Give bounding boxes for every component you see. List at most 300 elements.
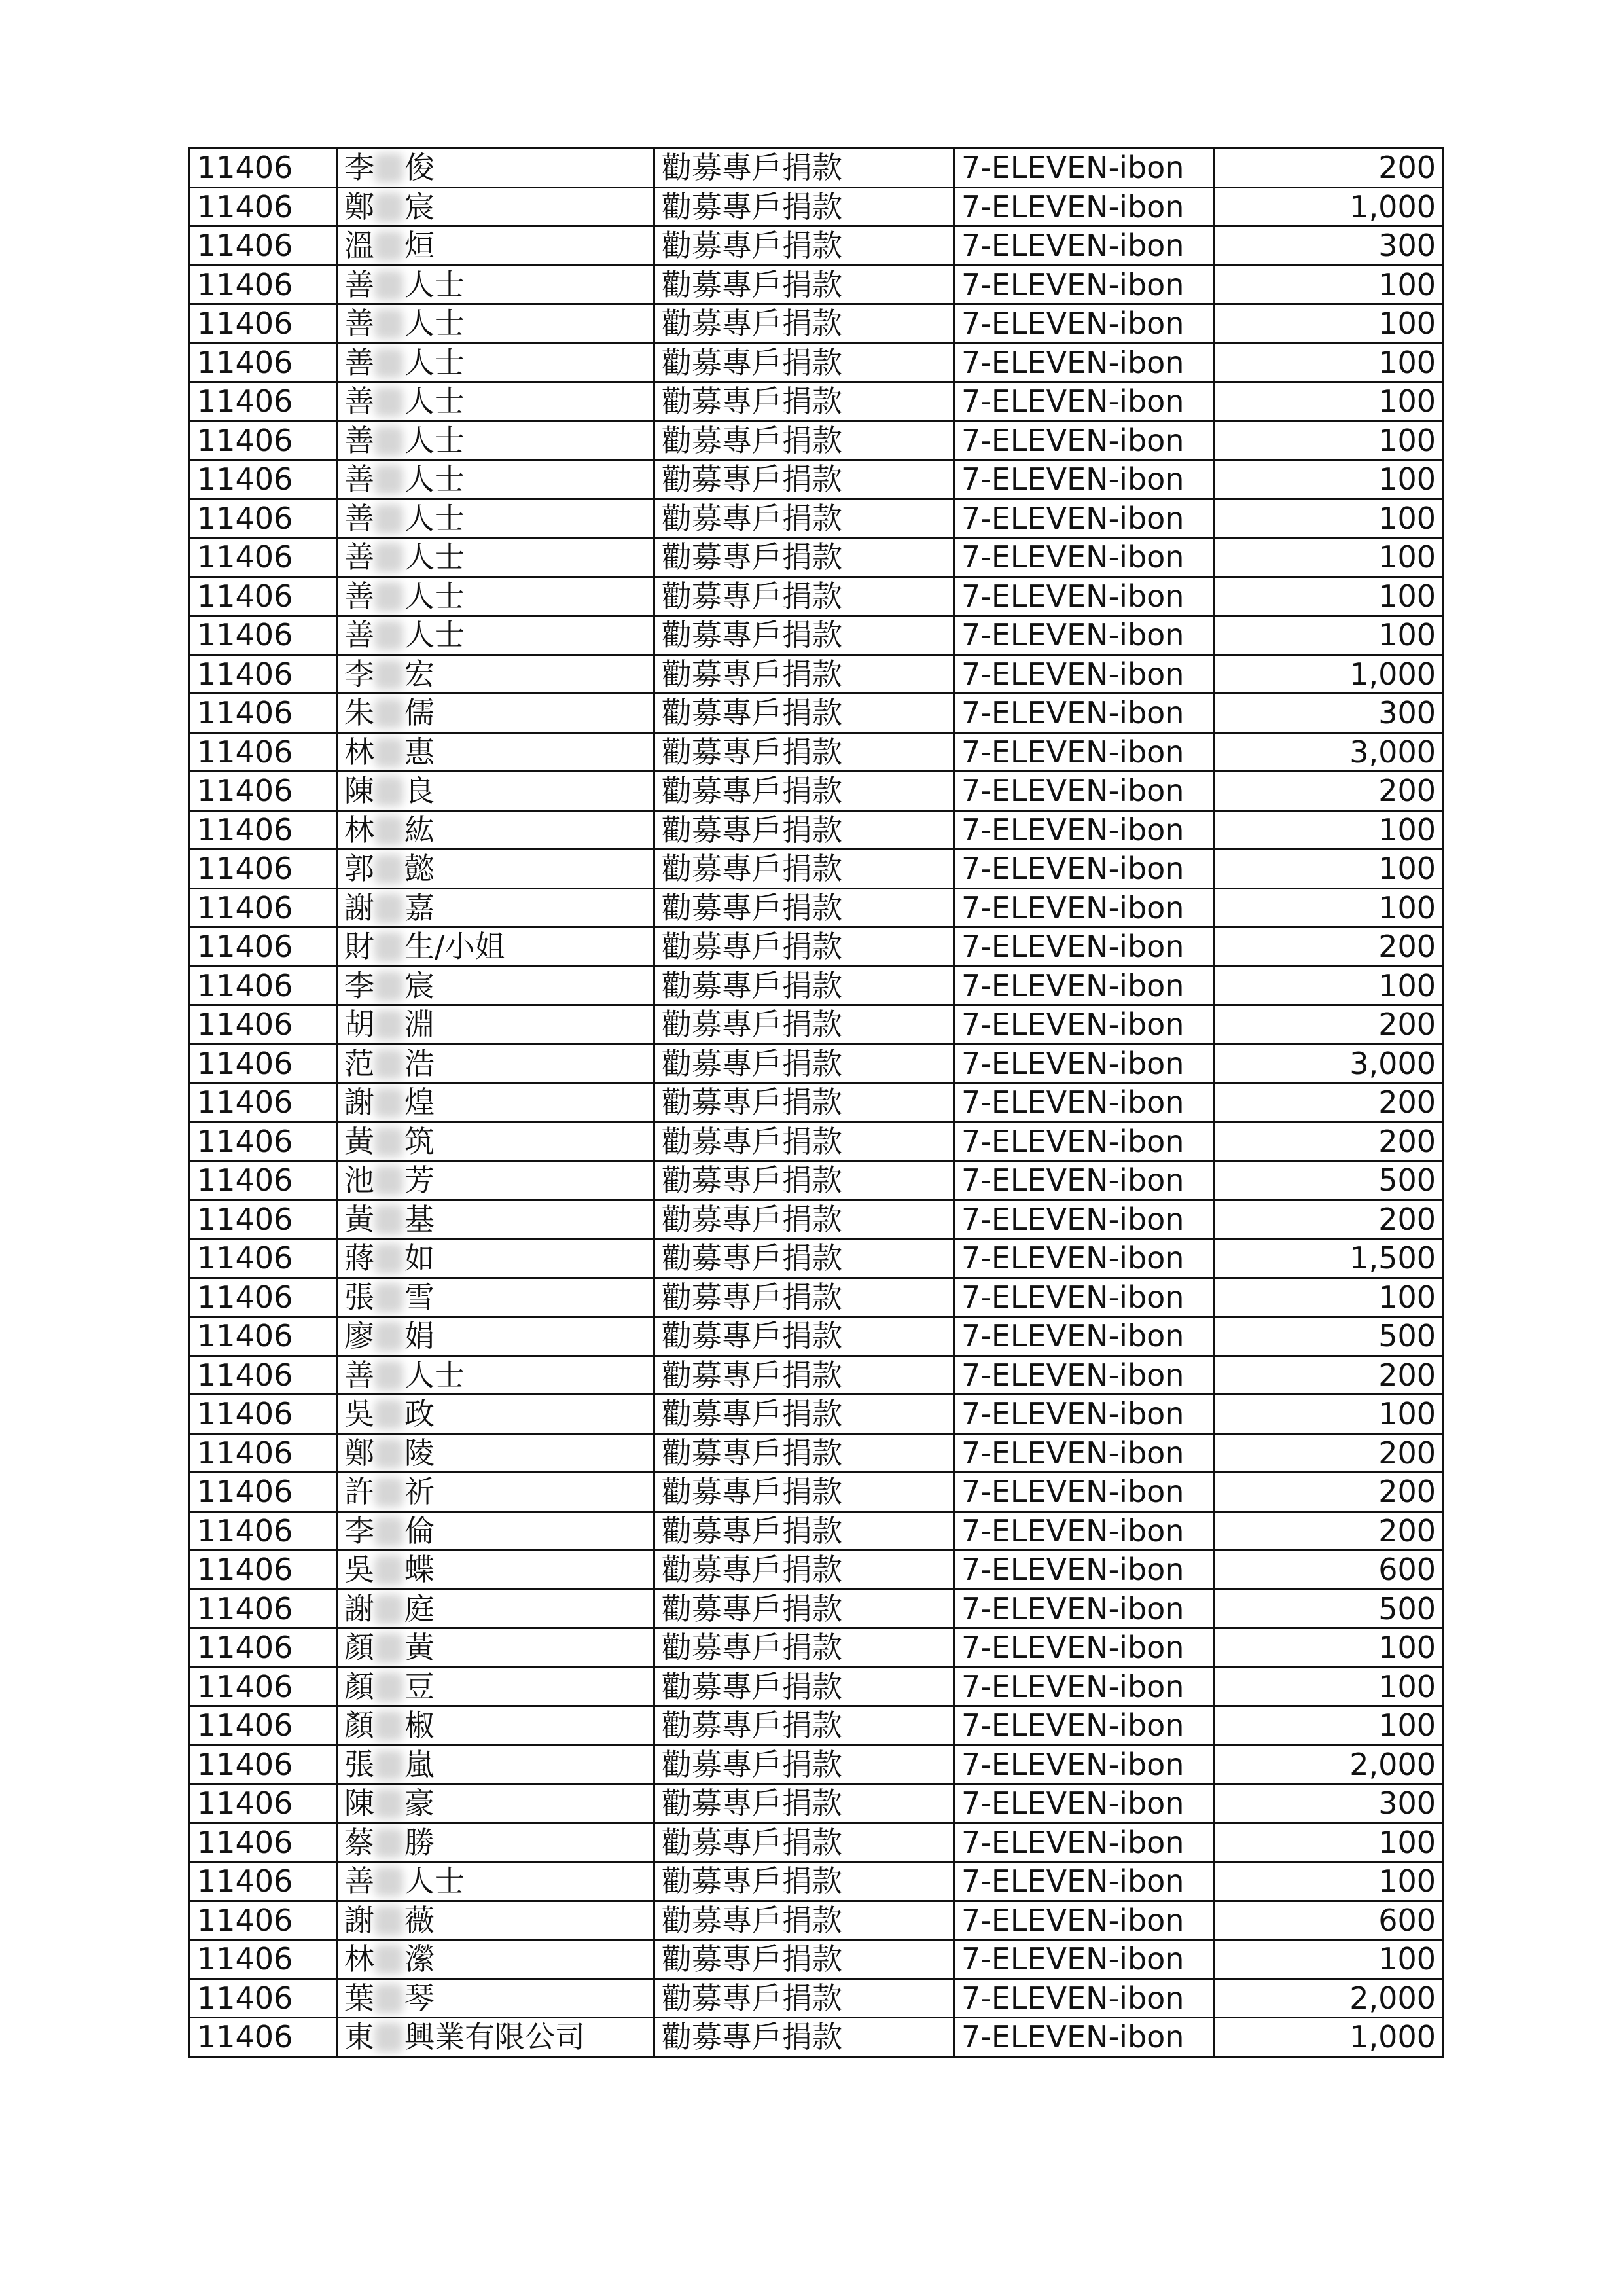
item-cell: 勸募專戶捐款 (654, 655, 954, 694)
channel-cell: 7-ELEVEN-ibon (954, 382, 1214, 422)
item-cell: 勸募專戶捐款 (654, 460, 954, 499)
donor-cell (337, 1395, 654, 1434)
period-cell: 11406 (190, 1628, 337, 1668)
amount-cell: 100 (1214, 460, 1444, 499)
table-row (190, 694, 1444, 733)
amount-cell: 100 (1214, 888, 1444, 927)
donor-cell (337, 1784, 654, 1823)
period-cell: 11406 (190, 1433, 337, 1473)
donor-name: 李 宸 (344, 967, 435, 1003)
period-cell: 11406 (190, 810, 337, 850)
period-cell: 11406 (190, 927, 337, 967)
period-cell: 11406 (190, 1200, 337, 1239)
item-cell: 勸募專戶捐款 (654, 1862, 954, 1901)
donor-name: 善 人士 (344, 578, 465, 614)
amount-cell: 100 (1214, 966, 1444, 1005)
period-cell: 11406 (190, 888, 337, 927)
donor-name: 謝 庭 (344, 1590, 435, 1626)
table-row (190, 382, 1444, 422)
table-row (190, 810, 1444, 850)
donor-name: 鄭 宸 (344, 188, 435, 224)
period-cell: 11406 (190, 1745, 337, 1784)
donor-cell (337, 1706, 654, 1746)
table-row (190, 772, 1444, 811)
item-cell: 勸募專戶捐款 (654, 1044, 954, 1083)
channel-cell: 7-ELEVEN-ibon (954, 1355, 1214, 1395)
donor-name: 善 人士 (344, 266, 465, 302)
donor-cell (337, 1745, 654, 1784)
item-cell: 勸募專戶捐款 (654, 1200, 954, 1239)
donor-cell (337, 1278, 654, 1317)
table-row (190, 1161, 1444, 1200)
donor-cell (337, 732, 654, 772)
donor-cell (337, 1473, 654, 1512)
donor-cell (337, 460, 654, 499)
amount-cell: 100 (1214, 499, 1444, 538)
item-cell: 勸募專戶捐款 (654, 1589, 954, 1628)
item-cell: 勸募專戶捐款 (654, 343, 954, 382)
item-cell: 勸募專戶捐款 (654, 1395, 954, 1434)
channel-cell: 7-ELEVEN-ibon (954, 1940, 1214, 1979)
donor-name: 東 興業有限公司 (344, 2019, 585, 2055)
period-cell: 11406 (190, 265, 337, 304)
table-row (190, 1667, 1444, 1706)
period-cell: 11406 (190, 1901, 337, 1940)
amount-cell: 3,000 (1214, 732, 1444, 772)
period-cell: 11406 (190, 1122, 337, 1161)
donor-cell (337, 850, 654, 889)
item-cell: 勸募專戶捐款 (654, 1473, 954, 1512)
period-cell: 11406 (190, 304, 337, 344)
donor-cell (337, 655, 654, 694)
table-row (190, 1005, 1444, 1045)
donor-cell (337, 304, 654, 344)
donor-cell (337, 810, 654, 850)
channel-cell: 7-ELEVEN-ibon (954, 694, 1214, 733)
amount-cell: 100 (1214, 304, 1444, 344)
table-row (190, 1823, 1444, 1862)
donor-cell (337, 1083, 654, 1122)
donor-name: 善 人士 (344, 384, 465, 420)
table-row (190, 927, 1444, 967)
channel-cell: 7-ELEVEN-ibon (954, 1200, 1214, 1239)
donor-cell (337, 1044, 654, 1083)
channel-cell: 7-ELEVEN-ibon (954, 1122, 1214, 1161)
donor-name: 謝 煌 (344, 1085, 435, 1121)
item-cell: 勸募專戶捐款 (654, 1317, 954, 1356)
amount-cell: 100 (1214, 1667, 1444, 1706)
table-row (190, 1706, 1444, 1746)
table-row (190, 1355, 1444, 1395)
amount-cell: 200 (1214, 1005, 1444, 1045)
table-row (190, 1589, 1444, 1628)
donor-name: 謝 薇 (344, 1902, 435, 1938)
channel-cell: 7-ELEVEN-ibon (954, 149, 1214, 188)
period-cell: 11406 (190, 1278, 337, 1317)
channel-cell: 7-ELEVEN-ibon (954, 2018, 1214, 2057)
period-cell: 11406 (190, 577, 337, 616)
channel-cell: 7-ELEVEN-ibon (954, 1628, 1214, 1668)
amount-cell: 100 (1214, 616, 1444, 655)
amount-cell: 2,000 (1214, 1979, 1444, 2018)
period-cell: 11406 (190, 226, 337, 266)
item-cell: 勸募專戶捐款 (654, 382, 954, 422)
donor-cell (337, 1901, 654, 1940)
period-cell: 11406 (190, 732, 337, 772)
period-cell: 11406 (190, 421, 337, 460)
donor-cell (337, 1628, 654, 1668)
period-cell: 11406 (190, 966, 337, 1005)
channel-cell: 7-ELEVEN-ibon (954, 1395, 1214, 1434)
donor-cell (337, 888, 654, 927)
item-cell: 勸募專戶捐款 (654, 966, 954, 1005)
channel-cell: 7-ELEVEN-ibon (954, 1862, 1214, 1901)
donor-name: 池 芳 (344, 1162, 435, 1198)
donor-cell (337, 1122, 654, 1161)
amount-cell: 1,000 (1214, 2018, 1444, 2057)
item-cell: 勸募專戶捐款 (654, 888, 954, 927)
channel-cell: 7-ELEVEN-ibon (954, 460, 1214, 499)
item-cell: 勸募專戶捐款 (654, 1823, 954, 1862)
table-row (190, 1200, 1444, 1239)
donor-name: 善 人士 (344, 461, 465, 497)
table-row (190, 343, 1444, 382)
period-cell: 11406 (190, 772, 337, 811)
table-row (190, 1122, 1444, 1161)
channel-cell: 7-ELEVEN-ibon (954, 538, 1214, 577)
amount-cell: 200 (1214, 1083, 1444, 1122)
amount-cell: 100 (1214, 1628, 1444, 1668)
amount-cell: 500 (1214, 1317, 1444, 1356)
item-cell: 勸募專戶捐款 (654, 850, 954, 889)
amount-cell: 500 (1214, 1589, 1444, 1628)
table-row (190, 460, 1444, 499)
item-cell: 勸募專戶捐款 (654, 499, 954, 538)
donor-cell (337, 1589, 654, 1628)
donor-cell (337, 149, 654, 188)
channel-cell: 7-ELEVEN-ibon (954, 1083, 1214, 1122)
period-cell: 11406 (190, 1511, 337, 1551)
donor-name: 林 瀠 (344, 1941, 435, 1977)
table-row (190, 1551, 1444, 1590)
period-cell: 11406 (190, 850, 337, 889)
donor-name: 溫 烜 (344, 228, 435, 264)
channel-cell: 7-ELEVEN-ibon (954, 1979, 1214, 2018)
item-cell: 勸募專戶捐款 (654, 538, 954, 577)
channel-cell: 7-ELEVEN-ibon (954, 187, 1214, 226)
amount-cell: 1,000 (1214, 655, 1444, 694)
table-row (190, 1395, 1444, 1434)
channel-cell: 7-ELEVEN-ibon (954, 1745, 1214, 1784)
table-row (190, 1239, 1444, 1278)
channel-cell: 7-ELEVEN-ibon (954, 1278, 1214, 1317)
table-row (190, 1044, 1444, 1083)
donor-name: 張 雪 (344, 1279, 435, 1315)
period-cell: 11406 (190, 1823, 337, 1862)
amount-cell: 100 (1214, 850, 1444, 889)
table-row (190, 850, 1444, 889)
amount-cell: 200 (1214, 927, 1444, 967)
period-cell: 11406 (190, 616, 337, 655)
donor-name: 吳 蝶 (344, 1552, 435, 1588)
donor-name: 蔡 勝 (344, 1824, 435, 1860)
amount-cell: 200 (1214, 1200, 1444, 1239)
item-cell: 勸募專戶捐款 (654, 265, 954, 304)
donor-cell (337, 1551, 654, 1590)
donor-name: 顏 豆 (344, 1668, 435, 1704)
amount-cell: 100 (1214, 382, 1444, 422)
period-cell: 11406 (190, 1667, 337, 1706)
amount-cell: 3,000 (1214, 1044, 1444, 1083)
channel-cell: 7-ELEVEN-ibon (954, 1901, 1214, 1940)
channel-cell: 7-ELEVEN-ibon (954, 850, 1214, 889)
channel-cell: 7-ELEVEN-ibon (954, 1706, 1214, 1746)
donor-cell (337, 421, 654, 460)
channel-cell: 7-ELEVEN-ibon (954, 888, 1214, 927)
table-row (190, 1745, 1444, 1784)
donor-name: 張 嵐 (344, 1746, 435, 1782)
donor-cell (337, 927, 654, 967)
item-cell: 勸募專戶捐款 (654, 732, 954, 772)
amount-cell: 100 (1214, 343, 1444, 382)
donor-cell (337, 1005, 654, 1045)
period-cell: 11406 (190, 499, 337, 538)
donor-name: 鄭 陵 (344, 1435, 435, 1471)
table-row (190, 149, 1444, 188)
item-cell: 勸募專戶捐款 (654, 1355, 954, 1395)
amount-cell: 100 (1214, 538, 1444, 577)
donor-cell (337, 1161, 654, 1200)
donor-name: 林 紘 (344, 812, 435, 848)
item-cell: 勸募專戶捐款 (654, 1667, 954, 1706)
item-cell: 勸募專戶捐款 (654, 1511, 954, 1551)
table-row (190, 304, 1444, 344)
table-row (190, 421, 1444, 460)
amount-cell: 100 (1214, 1823, 1444, 1862)
channel-cell: 7-ELEVEN-ibon (954, 577, 1214, 616)
channel-cell: 7-ELEVEN-ibon (954, 1044, 1214, 1083)
donor-name: 黃 基 (344, 1201, 435, 1237)
donor-cell (337, 265, 654, 304)
amount-cell: 100 (1214, 577, 1444, 616)
table-row (190, 1511, 1444, 1551)
amount-cell: 200 (1214, 1511, 1444, 1551)
item-cell: 勸募專戶捐款 (654, 1940, 954, 1979)
amount-cell: 100 (1214, 1395, 1444, 1434)
donor-cell (337, 226, 654, 266)
amount-cell: 100 (1214, 265, 1444, 304)
channel-cell: 7-ELEVEN-ibon (954, 1784, 1214, 1823)
amount-cell: 200 (1214, 772, 1444, 811)
donor-name: 善 人士 (344, 539, 465, 575)
channel-cell: 7-ELEVEN-ibon (954, 772, 1214, 811)
period-cell: 11406 (190, 1784, 337, 1823)
item-cell: 勸募專戶捐款 (654, 226, 954, 266)
period-cell: 11406 (190, 538, 337, 577)
donor-name: 善 人士 (344, 500, 465, 536)
table-row (190, 187, 1444, 226)
amount-cell: 200 (1214, 1433, 1444, 1473)
amount-cell: 300 (1214, 226, 1444, 266)
donor-name: 李 倫 (344, 1513, 435, 1549)
amount-cell: 300 (1214, 1784, 1444, 1823)
donor-cell (337, 343, 654, 382)
channel-cell: 7-ELEVEN-ibon (954, 927, 1214, 967)
channel-cell: 7-ELEVEN-ibon (954, 1239, 1214, 1278)
item-cell: 勸募專戶捐款 (654, 1083, 954, 1122)
amount-cell: 1,500 (1214, 1239, 1444, 1278)
donor-cell (337, 1979, 654, 2018)
period-cell: 11406 (190, 1083, 337, 1122)
channel-cell: 7-ELEVEN-ibon (954, 1317, 1214, 1356)
channel-cell: 7-ELEVEN-ibon (954, 1005, 1214, 1045)
period-cell: 11406 (190, 149, 337, 188)
item-cell: 勸募專戶捐款 (654, 421, 954, 460)
period-cell: 11406 (190, 460, 337, 499)
table-row (190, 1278, 1444, 1317)
donor-name: 黃 筑 (344, 1123, 435, 1159)
donor-cell (337, 538, 654, 577)
donor-name: 林 惠 (344, 734, 435, 770)
amount-cell: 200 (1214, 149, 1444, 188)
table-row (190, 1862, 1444, 1901)
amount-cell: 100 (1214, 1706, 1444, 1746)
donor-name: 顏 黃 (344, 1630, 435, 1666)
item-cell: 勸募專戶捐款 (654, 1745, 954, 1784)
item-cell: 勸募專戶捐款 (654, 149, 954, 188)
channel-cell: 7-ELEVEN-ibon (954, 732, 1214, 772)
table-row (190, 966, 1444, 1005)
donor-name: 善 人士 (344, 1357, 465, 1393)
donor-cell (337, 694, 654, 733)
amount-cell: 600 (1214, 1551, 1444, 1590)
period-cell: 11406 (190, 655, 337, 694)
amount-cell: 100 (1214, 1278, 1444, 1317)
channel-cell: 7-ELEVEN-ibon (954, 343, 1214, 382)
donor-name: 陳 豪 (344, 1785, 435, 1821)
donor-name: 廖 娟 (344, 1318, 435, 1354)
amount-cell: 100 (1214, 421, 1444, 460)
period-cell: 11406 (190, 1161, 337, 1200)
amount-cell: 600 (1214, 1901, 1444, 1940)
period-cell: 11406 (190, 1005, 337, 1045)
period-cell: 11406 (190, 1239, 337, 1278)
channel-cell: 7-ELEVEN-ibon (954, 1473, 1214, 1512)
period-cell: 11406 (190, 1395, 337, 1434)
item-cell: 勸募專戶捐款 (654, 616, 954, 655)
donor-cell (337, 616, 654, 655)
period-cell: 11406 (190, 2018, 337, 2057)
donor-name: 蔣 如 (344, 1240, 435, 1276)
period-cell: 11406 (190, 382, 337, 422)
channel-cell: 7-ELEVEN-ibon (954, 810, 1214, 850)
period-cell: 11406 (190, 1940, 337, 1979)
table-row (190, 226, 1444, 266)
table-body (190, 149, 1444, 2057)
donor-cell (337, 1317, 654, 1356)
donor-cell (337, 1239, 654, 1278)
donor-cell (337, 577, 654, 616)
channel-cell: 7-ELEVEN-ibon (954, 966, 1214, 1005)
table-row (190, 577, 1444, 616)
donor-name: 善 人士 (344, 344, 465, 380)
donor-cell (337, 1511, 654, 1551)
donor-cell (337, 1862, 654, 1901)
donor-cell (337, 966, 654, 1005)
donor-cell (337, 499, 654, 538)
table-row (190, 655, 1444, 694)
donor-name: 陳 良 (344, 773, 435, 809)
table-row (190, 616, 1444, 655)
donor-cell (337, 187, 654, 226)
channel-cell: 7-ELEVEN-ibon (954, 1511, 1214, 1551)
table-row (190, 265, 1444, 304)
table-row (190, 1083, 1444, 1122)
amount-cell: 1,000 (1214, 187, 1444, 226)
item-cell: 勸募專戶捐款 (654, 1005, 954, 1045)
item-cell: 勸募專戶捐款 (654, 187, 954, 226)
donor-cell (337, 1940, 654, 1979)
channel-cell: 7-ELEVEN-ibon (954, 499, 1214, 538)
channel-cell: 7-ELEVEN-ibon (954, 421, 1214, 460)
donor-name: 李 俊 (344, 150, 435, 186)
period-cell: 11406 (190, 1862, 337, 1901)
item-cell: 勸募專戶捐款 (654, 694, 954, 733)
item-cell: 勸募專戶捐款 (654, 927, 954, 967)
table-row (190, 2018, 1444, 2057)
channel-cell: 7-ELEVEN-ibon (954, 304, 1214, 344)
donor-name: 郭 懿 (344, 851, 435, 887)
channel-cell: 7-ELEVEN-ibon (954, 1823, 1214, 1862)
item-cell: 勸募專戶捐款 (654, 772, 954, 811)
donor-cell (337, 1823, 654, 1862)
donor-name: 善 人士 (344, 1863, 465, 1899)
item-cell: 勸募專戶捐款 (654, 2018, 954, 2057)
table-row (190, 1473, 1444, 1512)
donor-cell (337, 1200, 654, 1239)
item-cell: 勸募專戶捐款 (654, 1706, 954, 1746)
donor-name: 李 宏 (344, 656, 435, 692)
channel-cell: 7-ELEVEN-ibon (954, 1433, 1214, 1473)
table-row (190, 1433, 1444, 1473)
table-row (190, 732, 1444, 772)
amount-cell: 100 (1214, 1862, 1444, 1901)
table-row (190, 1784, 1444, 1823)
channel-cell: 7-ELEVEN-ibon (954, 655, 1214, 694)
donor-name: 胡 淵 (344, 1007, 435, 1043)
donor-cell (337, 2018, 654, 2057)
donor-cell (337, 382, 654, 422)
donor-name: 善 人士 (344, 422, 465, 458)
donor-name: 謝 嘉 (344, 889, 435, 925)
table-row (190, 1317, 1444, 1356)
channel-cell: 7-ELEVEN-ibon (954, 265, 1214, 304)
table-row (190, 499, 1444, 538)
amount-cell: 2,000 (1214, 1745, 1444, 1784)
period-cell: 11406 (190, 1979, 337, 2018)
item-cell: 勸募專戶捐款 (654, 304, 954, 344)
amount-cell: 300 (1214, 694, 1444, 733)
item-cell: 勸募專戶捐款 (654, 1551, 954, 1590)
channel-cell: 7-ELEVEN-ibon (954, 1551, 1214, 1590)
donor-name: 葉 琴 (344, 1980, 435, 2016)
item-cell: 勸募專戶捐款 (654, 1122, 954, 1161)
item-cell: 勸募專戶捐款 (654, 1979, 954, 2018)
amount-cell: 500 (1214, 1161, 1444, 1200)
table-row (190, 1628, 1444, 1668)
donor-name: 朱 儒 (344, 695, 435, 731)
donor-cell (337, 772, 654, 811)
